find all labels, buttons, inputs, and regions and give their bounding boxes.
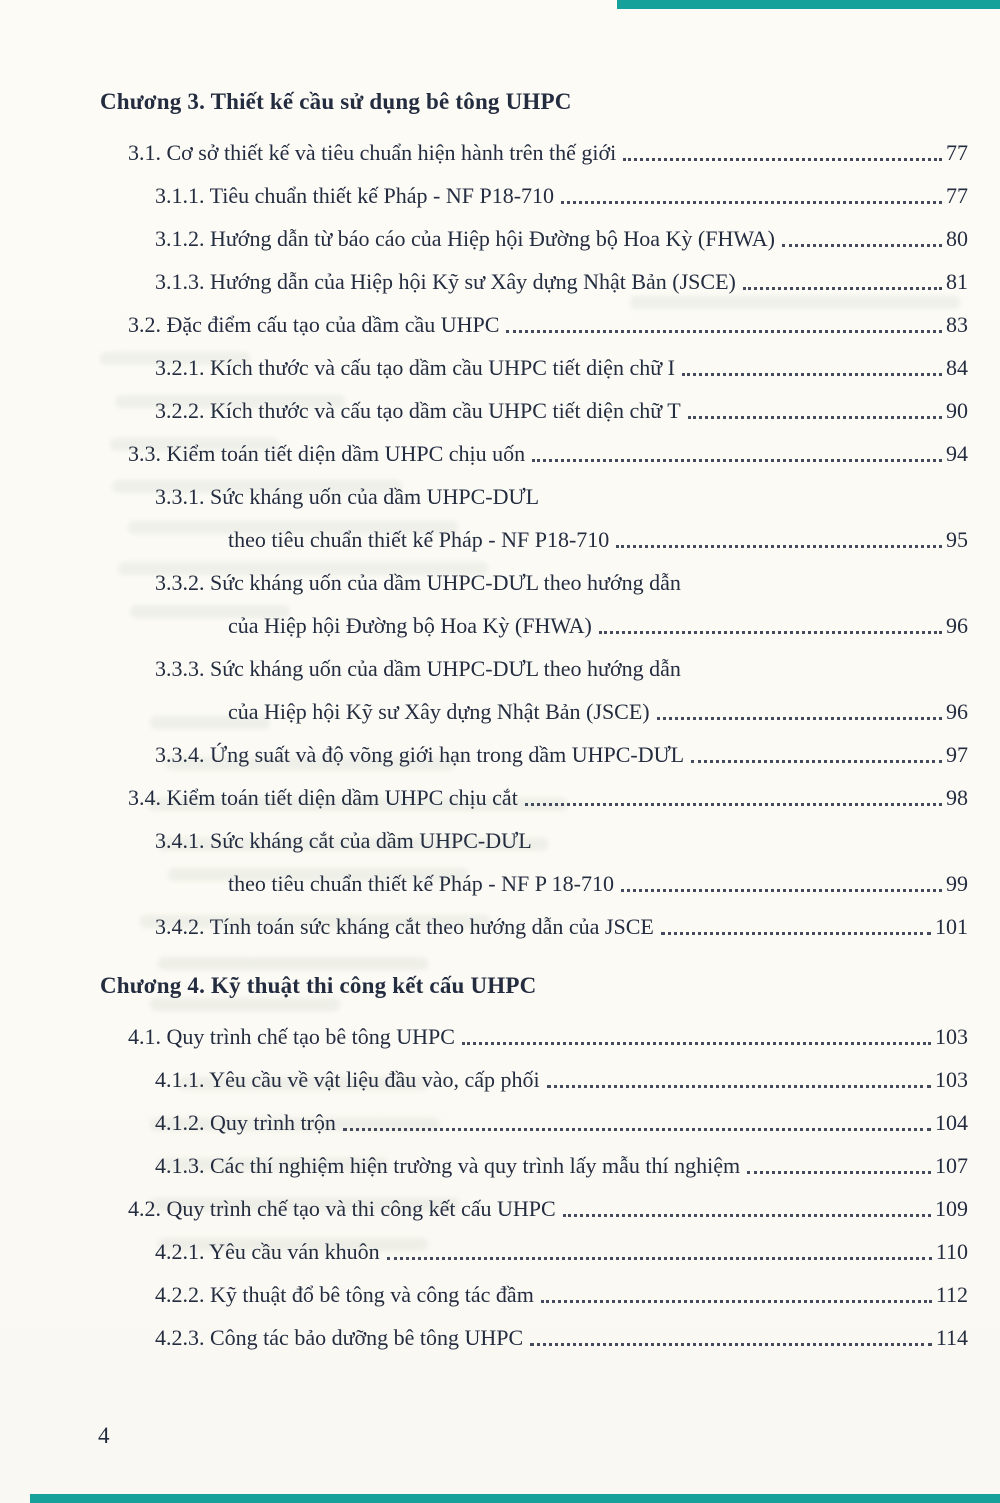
toc-entry-page-number: 101 (935, 914, 968, 939)
toc-entry-label: 4.1.1. Yêu cầu về vật liệu đầu vào, cấp phối (155, 1067, 540, 1092)
toc-entry-page-number: 96 (946, 613, 968, 638)
toc-entry (100, 905, 968, 948)
toc-entry-first-line: 3.4.1. Sức kháng cắt của dầm UHPC-DƯL (155, 828, 532, 853)
toc-entry (100, 432, 968, 475)
toc-entry-page-number: 95 (946, 527, 968, 552)
toc-entry-page-number: 81 (946, 269, 968, 294)
toc-entry-label: 3.2.1. Kích thước và cấu tạo dầm cầu UHPC tiết diện chữ I (155, 355, 675, 380)
toc-entry (100, 776, 968, 819)
toc-entry-page-number: 77 (946, 140, 968, 165)
toc-entry-page-number: 107 (935, 1153, 968, 1178)
toc-entry-page-number: 114 (935, 1325, 968, 1350)
toc-entry (100, 733, 968, 776)
toc-entry-label: 3.3. Kiểm toán tiết diện dầm UHPC chịu uốn (128, 441, 526, 466)
toc-entry-first-line: 3.3.2. Sức kháng uốn của dầm UHPC-DƯL theo hướng dẫn (155, 570, 681, 595)
dot-leader (561, 201, 942, 204)
toc-entry-page-number: 98 (946, 785, 968, 810)
dot-leader (657, 717, 942, 720)
toc-entry-label: 4.2.1. Yêu cầu ván khuôn (155, 1239, 380, 1264)
dot-leader (623, 158, 942, 161)
toc-entry (100, 604, 968, 647)
dot-leader (599, 631, 942, 634)
dot-leader (621, 889, 942, 892)
toc-entry-page-number: 84 (946, 355, 968, 380)
toc-entry-label: của Hiệp hội Kỹ sư Xây dựng Nhật Bản (JSCE) (228, 699, 650, 724)
toc-entry-label: 4.2.3. Công tác bảo dưỡng bê tông UHPC (155, 1325, 524, 1350)
toc-entry-page-number: 80 (946, 226, 968, 251)
dot-leader (661, 932, 931, 935)
table-of-contents (100, 0, 968, 1359)
toc-entry (100, 1316, 968, 1359)
scan-edge-artifact-top (617, 0, 1000, 9)
dot-leader (563, 1214, 931, 1217)
dot-leader (506, 330, 942, 333)
toc-entry-label: 3.1. Cơ sở thiết kế và tiêu chuẩn hiện hành trên thế giới (128, 140, 617, 165)
dot-leader (387, 1257, 932, 1260)
toc-entry (100, 174, 968, 217)
dot-leader (525, 803, 942, 806)
toc-entry (100, 1015, 968, 1058)
toc-entry-page-number: 94 (946, 441, 968, 466)
toc-entry-label: 3.2.2. Kích thước và cấu tạo dầm cầu UHPC tiết diện chữ T (155, 398, 681, 423)
toc-entry (100, 862, 968, 905)
toc-entry (100, 1144, 968, 1187)
toc-entry-label: 4.2.2. Kỹ thuật đổ bê tông và công tác đầm (155, 1282, 534, 1307)
dot-leader (616, 545, 942, 548)
dot-leader (691, 760, 942, 763)
toc-entry-label: 3.3.4. Ứng suất và độ võng giới hạn trong dầm UHPC-DƯL (155, 742, 685, 767)
toc-entry-page-number: 109 (935, 1196, 968, 1221)
toc-entry-label: 3.2. Đặc điểm cấu tạo của dầm cầu UHPC (128, 312, 500, 337)
toc-entry-label: 3.4.2. Tính toán sức kháng cắt theo hướng dẫn của JSCE (155, 914, 654, 939)
toc-entry-label: 3.1.2. Hướng dẫn từ báo cáo của Hiệp hội Đường bộ Hoa Kỳ (FHWA) (155, 226, 775, 251)
dot-leader (541, 1300, 932, 1303)
toc-entry-label: 4.1. Quy trình chế tạo bê tông UHPC (128, 1024, 455, 1049)
dot-leader (462, 1042, 931, 1045)
chapter-heading: Chương 4. Kỹ thuật thi công kết cấu UHPC (100, 973, 537, 998)
toc-entry-first-line: 3.3.1. Sức kháng uốn của dầm UHPC-DƯL (155, 484, 540, 509)
toc-entry (100, 1273, 968, 1316)
dot-leader (688, 416, 942, 419)
toc-entry-label: 4.1.3. Các thí nghiệm hiện trường và quy trình lấy mẫu thí nghiệm (155, 1153, 741, 1178)
toc-entry-label: 3.4. Kiểm toán tiết diện dầm UHPC chịu cắt (128, 785, 518, 810)
toc-entry (100, 217, 968, 260)
toc-entry-page-number: 103 (935, 1024, 968, 1049)
toc-entry (100, 131, 968, 174)
dot-leader (782, 244, 942, 247)
toc-entry-page-number: 99 (946, 871, 968, 896)
toc-entry (100, 1187, 968, 1230)
toc-entry (100, 1101, 968, 1144)
toc-entry-label: theo tiêu chuẩn thiết kế Pháp - NF P 18-710 (228, 871, 614, 896)
toc-entry (100, 1230, 968, 1273)
toc-entry-page-number: 104 (935, 1110, 968, 1135)
toc-entry (100, 346, 968, 389)
toc-entry-page-number: 77 (946, 183, 968, 208)
page-number: 4 (98, 1423, 110, 1448)
toc-entry (100, 1058, 968, 1101)
toc-entry-label: 3.1.3. Hướng dẫn của Hiệp hội Kỹ sư Xây dựng Nhật Bản (JSCE) (155, 269, 736, 294)
toc-entry (100, 303, 968, 346)
dot-leader (747, 1171, 931, 1174)
toc-entry-page-number: 112 (935, 1282, 968, 1307)
dot-leader (532, 459, 942, 462)
toc-entry-label: 4.1.2. Quy trình trộn (155, 1110, 336, 1135)
toc-entry-label: theo tiêu chuẩn thiết kế Pháp - NF P18-710 (228, 527, 610, 552)
toc-entry-first-line: 3.3.3. Sức kháng uốn của dầm UHPC-DƯL theo hướng dẫn (155, 656, 681, 681)
toc-entry (100, 518, 968, 561)
toc-entry-label: 4.2. Quy trình chế tạo và thi công kết cấu UHPC (128, 1196, 556, 1221)
toc-entry (100, 260, 968, 303)
toc-entry (100, 690, 968, 733)
toc-entry-page-number: 110 (935, 1239, 968, 1264)
scan-edge-artifact-bottom (30, 1494, 1000, 1503)
toc-entry (100, 389, 968, 432)
dot-leader (547, 1085, 931, 1088)
chapter-heading: Chương 3. Thiết kế cầu sử dụng bê tông UHPC (100, 89, 572, 114)
dot-leader (743, 287, 942, 290)
dot-leader (682, 373, 942, 376)
toc-entry-page-number: 103 (935, 1067, 968, 1092)
dot-leader (530, 1343, 932, 1346)
toc-entry-page-number: 83 (946, 312, 968, 337)
toc-entry-page-number: 90 (946, 398, 968, 423)
toc-entry-label: 3.1.1. Tiêu chuẩn thiết kế Pháp - NF P18-710 (155, 183, 555, 208)
toc-entry-page-number: 96 (946, 699, 968, 724)
toc-entry-page-number: 97 (946, 742, 968, 767)
toc-entry-label: của Hiệp hội Đường bộ Hoa Kỳ (FHWA) (228, 613, 592, 638)
dot-leader (343, 1128, 931, 1131)
